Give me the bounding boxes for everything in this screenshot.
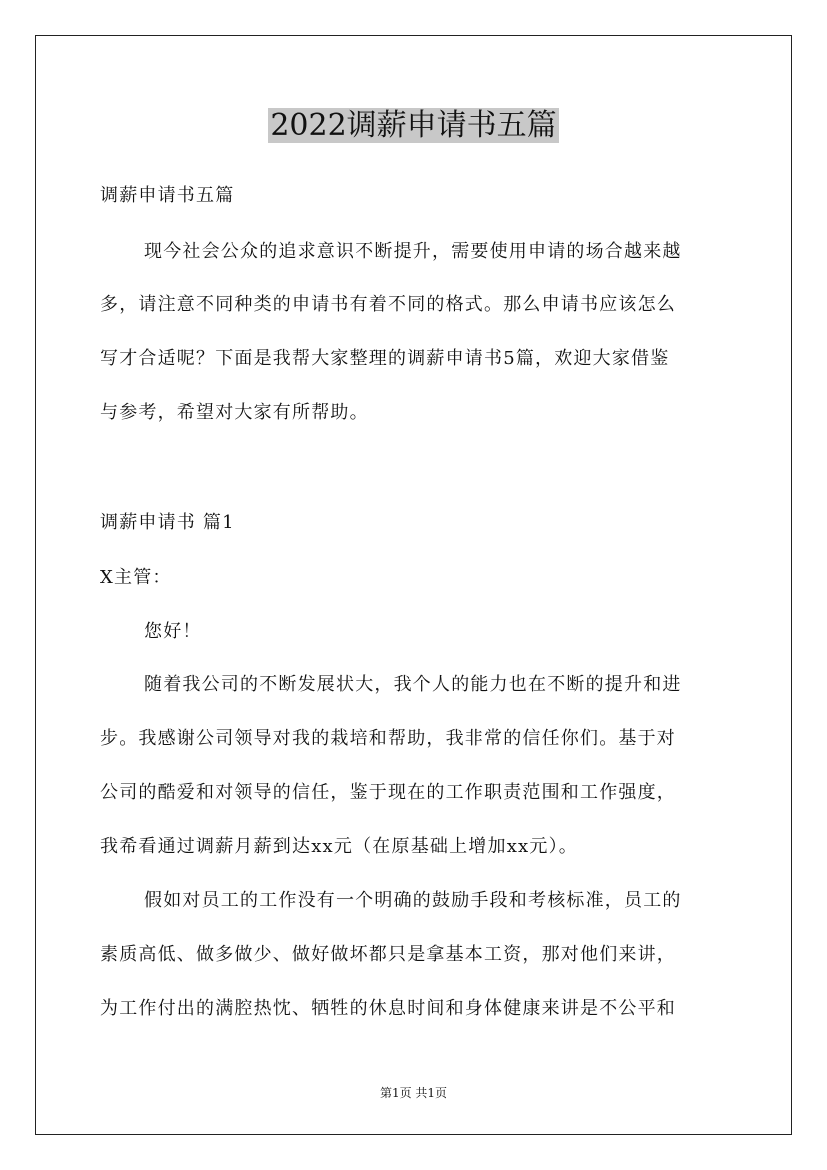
- subtitle: 调薪申请书五篇: [100, 185, 235, 206]
- paragraph-line: 写才合适呢？下面是我帮大家整理的调薪申请书5篇，欢迎大家借鉴: [100, 348, 670, 369]
- paragraph-line: 素质高低、做多做少、做好做坏都只是拿基本工资，那对他们来讲，: [100, 944, 676, 965]
- paragraph-line: 多，请注意不同种类的申请书有着不同的格式。那么申请书应该怎么: [100, 294, 676, 315]
- page-number-footer: 第1页 共1页: [379, 1086, 448, 1100]
- paragraph-line: 公司的酷爱和对领导的信任，鉴于现在的工作职责范围和工作强度，: [100, 782, 676, 803]
- paragraph-line: 随着我公司的不断发展状大，我个人的能力也在不断的提升和进: [144, 674, 682, 695]
- document-title: 2022调薪申请书五篇: [270, 108, 557, 143]
- paragraph-line: 为工作付出的满腔热忱、牺牲的休息时间和身体健康来讲是不公平和: [100, 998, 676, 1019]
- paragraph-line: 现今社会公众的追求意识不断提升，需要使用申请的场合越来越: [144, 241, 682, 262]
- paragraph-line: 与参考，希望对大家有所帮助。: [100, 402, 369, 423]
- salutation: X主管：: [100, 567, 172, 588]
- paragraph-line: 步。我感谢公司领导对我的栽培和帮助，我非常的信任你们。基于对: [100, 728, 676, 749]
- document-title-wrap: [0, 100, 827, 144]
- paragraph-line: 我希看通过调薪月薪到达xx元（在原基础上增加xx元）。: [100, 836, 579, 857]
- paragraph-line: 假如对员工的工作没有一个明确的鼓励手段和考核标准，员工的: [144, 890, 682, 911]
- section-heading: 调薪申请书 篇1: [100, 512, 235, 533]
- greeting: 您好！: [144, 621, 202, 642]
